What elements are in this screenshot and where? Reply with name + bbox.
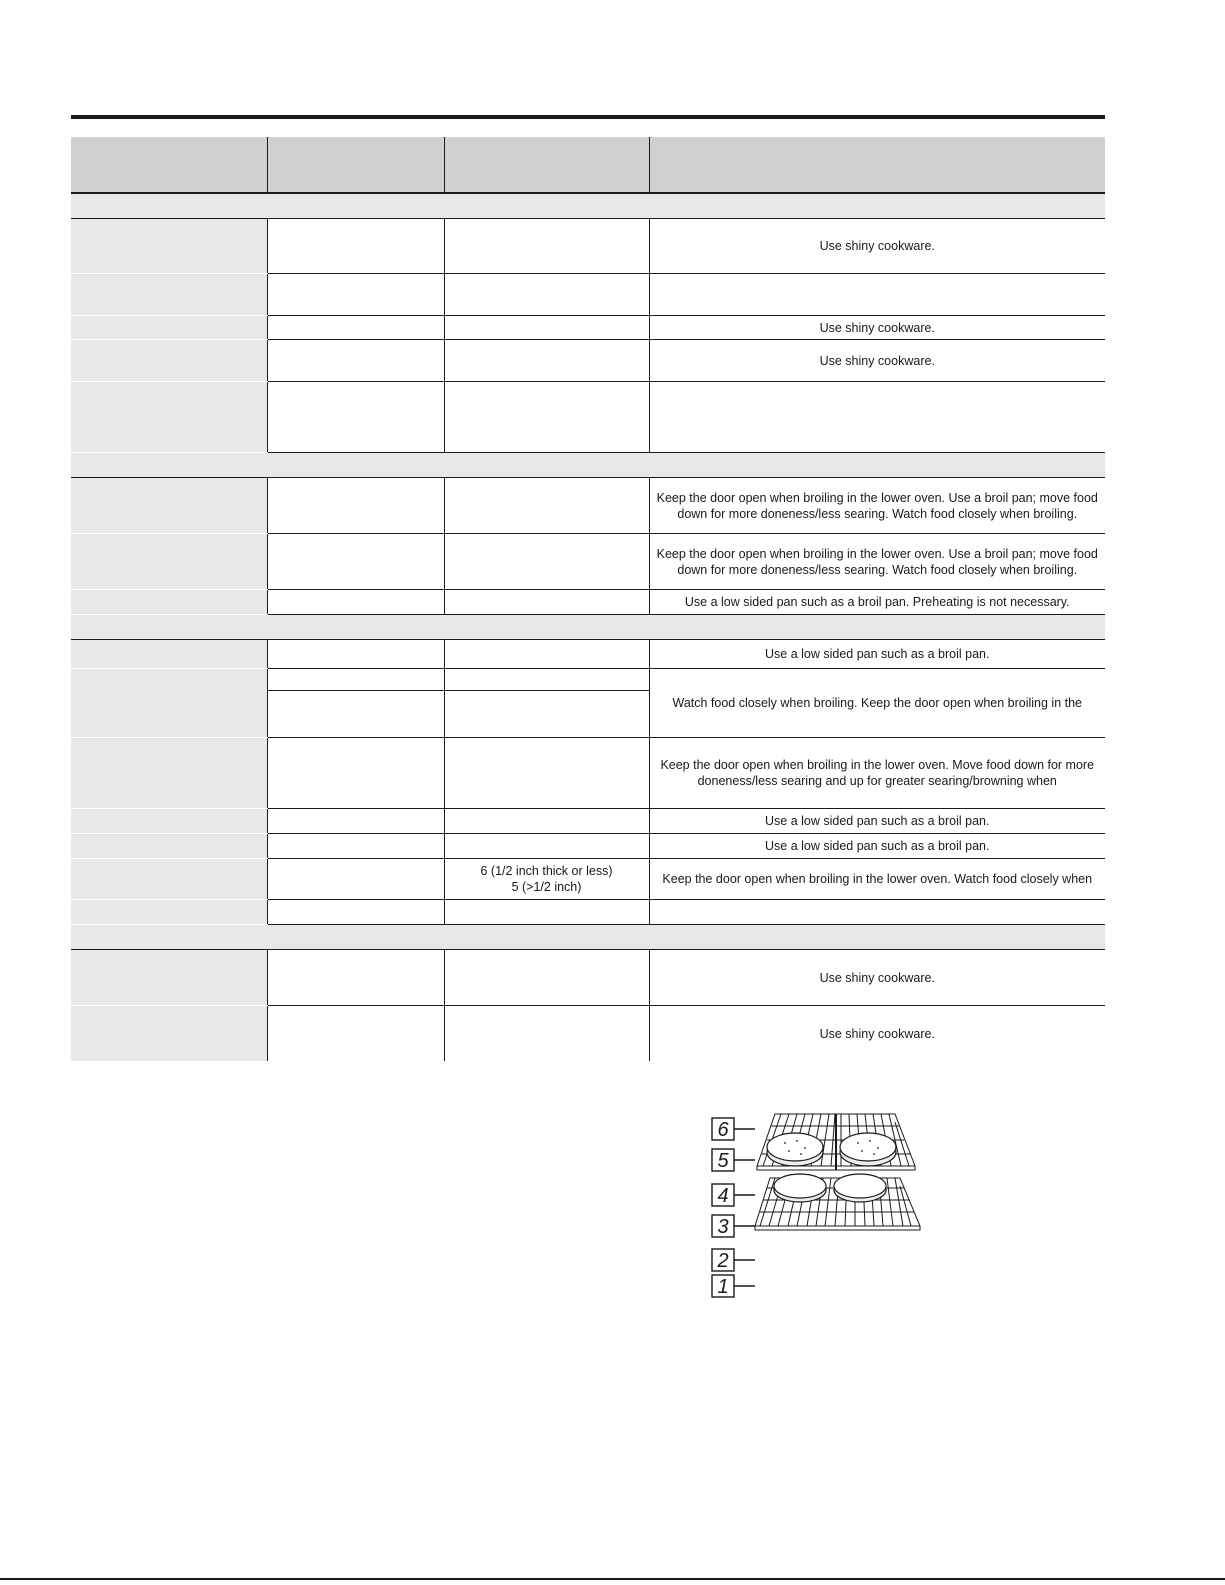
table-row xyxy=(71,950,1105,1006)
tips-cell: Watch food closely when broiling. Keep the door open when broiling in the xyxy=(649,669,1105,738)
mode-cell xyxy=(444,834,649,859)
header-food-type xyxy=(71,137,267,193)
rack-cell xyxy=(267,1006,444,1062)
food-cell xyxy=(71,859,267,900)
rack-cell xyxy=(267,950,444,1006)
svg-text:3: 3 xyxy=(717,1216,729,1238)
table-row xyxy=(71,640,1105,669)
mode-cell xyxy=(444,950,649,1006)
tips-cell: Use shiny cookware. xyxy=(649,950,1105,1006)
mode-cell xyxy=(444,590,649,615)
rack-label-2 xyxy=(712,1249,755,1272)
mode-cell xyxy=(444,219,649,274)
category-row xyxy=(71,193,1105,219)
food-cell xyxy=(71,534,267,590)
food-cell xyxy=(71,340,267,382)
tips-cell: Keep the door open when broiling in the lower oven. Use a broil pan; move food down for more doneness/less searing. Watch food closely when broiling. xyxy=(649,534,1105,590)
svg-text:1: 1 xyxy=(717,1276,729,1298)
table-row xyxy=(71,738,1105,809)
header-cooking-mode xyxy=(444,137,649,193)
mode-cell xyxy=(444,1006,649,1062)
rack-cell xyxy=(267,738,444,809)
rack-label-6 xyxy=(712,1118,755,1141)
tips-cell xyxy=(649,900,1105,925)
tips-cell xyxy=(649,382,1105,453)
tips-cell xyxy=(649,274,1105,316)
table-row xyxy=(71,478,1105,534)
rack-label-1 xyxy=(712,1275,755,1298)
tips-cell: Keep the door open when broiling in the lower oven. Use a broil pan; move food down for more doneness/less searing. Watch food closely when broiling. xyxy=(649,478,1105,534)
table-row xyxy=(71,219,1105,274)
rack-cell xyxy=(267,219,444,274)
svg-text:4: 4 xyxy=(717,1185,729,1207)
mode-cell xyxy=(444,900,649,925)
cooking-guide-table xyxy=(71,137,1105,1061)
tips-cell: Use a low sided pan such as a broil pan. xyxy=(649,640,1105,669)
table-row xyxy=(71,669,1105,691)
food-cell xyxy=(71,274,267,316)
food-cell xyxy=(71,1006,267,1062)
mode-cell xyxy=(444,534,649,590)
tips-cell: Use a low sided pan such as a broil pan. xyxy=(649,809,1105,834)
mode-cell xyxy=(444,316,649,340)
table-row xyxy=(71,900,1105,925)
food-cell xyxy=(71,834,267,859)
table-row xyxy=(71,316,1105,340)
mode-cell xyxy=(444,691,649,738)
rack-cell xyxy=(267,900,444,925)
rack-label-3 xyxy=(712,1215,755,1238)
mode-cell xyxy=(444,340,649,382)
rack-cell xyxy=(267,640,444,669)
food-cell xyxy=(71,669,267,738)
rack-cell xyxy=(267,590,444,615)
rack-cell xyxy=(267,834,444,859)
tips-cell: Keep the door open when broiling in the lower oven. Watch food closely when xyxy=(649,859,1105,900)
food-cell xyxy=(71,316,267,340)
rack-level-labels xyxy=(712,1118,755,1298)
food-cell xyxy=(71,809,267,834)
food-cell xyxy=(71,382,267,453)
category-label xyxy=(71,615,1105,640)
category-row xyxy=(71,453,1105,478)
rack-cell xyxy=(267,691,444,738)
table-row xyxy=(71,834,1105,859)
rack-cell xyxy=(267,316,444,340)
svg-text:5: 5 xyxy=(717,1150,729,1172)
bottom-rule xyxy=(0,1578,1225,1580)
rack-cell xyxy=(267,382,444,453)
mode-cell xyxy=(444,809,649,834)
category-label xyxy=(71,925,1105,950)
table-row xyxy=(71,382,1105,453)
svg-text:6: 6 xyxy=(717,1119,729,1141)
tips-cell: Use shiny cookware. xyxy=(649,219,1105,274)
table-header-row xyxy=(71,137,1105,193)
rack-cell xyxy=(267,340,444,382)
rack-cell xyxy=(267,669,444,691)
food-cell xyxy=(71,640,267,669)
table-row xyxy=(71,274,1105,316)
table-row xyxy=(71,590,1105,615)
tips-cell: Use a low sided pan such as a broil pan. xyxy=(649,834,1105,859)
mode-cell xyxy=(444,382,649,453)
rack-cell xyxy=(267,534,444,590)
table-row xyxy=(71,534,1105,590)
rack-cell xyxy=(267,859,444,900)
tips-cell: Use shiny cookware. xyxy=(649,316,1105,340)
rack-label-4 xyxy=(712,1184,755,1207)
table-row xyxy=(71,340,1105,382)
food-cell xyxy=(71,950,267,1006)
food-cell xyxy=(71,900,267,925)
food-cell xyxy=(71,478,267,534)
tips-cell: Use shiny cookware. xyxy=(649,1006,1105,1062)
mode-cell xyxy=(444,669,649,691)
header-tips xyxy=(649,137,1105,193)
table-row xyxy=(71,859,1105,900)
category-row xyxy=(71,615,1105,640)
header-rack-position xyxy=(267,137,444,193)
category-row xyxy=(71,925,1105,950)
svg-text:2: 2 xyxy=(717,1250,729,1272)
mode-cell xyxy=(444,640,649,669)
rack-cell xyxy=(267,478,444,534)
mode-cell xyxy=(444,738,649,809)
tips-cell: Use shiny cookware. xyxy=(649,340,1105,382)
mode-cell xyxy=(444,478,649,534)
rack-cell xyxy=(267,809,444,834)
table-row xyxy=(71,1006,1105,1062)
food-cell xyxy=(71,590,267,615)
tips-cell: Use a low sided pan such as a broil pan. Preheating is not necessary. xyxy=(649,590,1105,615)
rack-position-diagram xyxy=(705,1108,925,1300)
mode-cell: 6 (1/2 inch thick or less) 5 (>1/2 inch) xyxy=(444,859,649,900)
food-cell xyxy=(71,738,267,809)
top-rule xyxy=(71,115,1105,119)
food-cell xyxy=(71,219,267,274)
category-label xyxy=(71,453,1105,478)
mode-cell xyxy=(444,274,649,316)
table-row xyxy=(71,809,1105,834)
category-label xyxy=(71,193,1105,219)
rack-cell xyxy=(267,274,444,316)
tips-cell: Keep the door open when broiling in the lower oven. Move food down for more doneness/less searing and up for greater searing/browning when xyxy=(649,738,1105,809)
rack-label-5 xyxy=(712,1149,755,1172)
